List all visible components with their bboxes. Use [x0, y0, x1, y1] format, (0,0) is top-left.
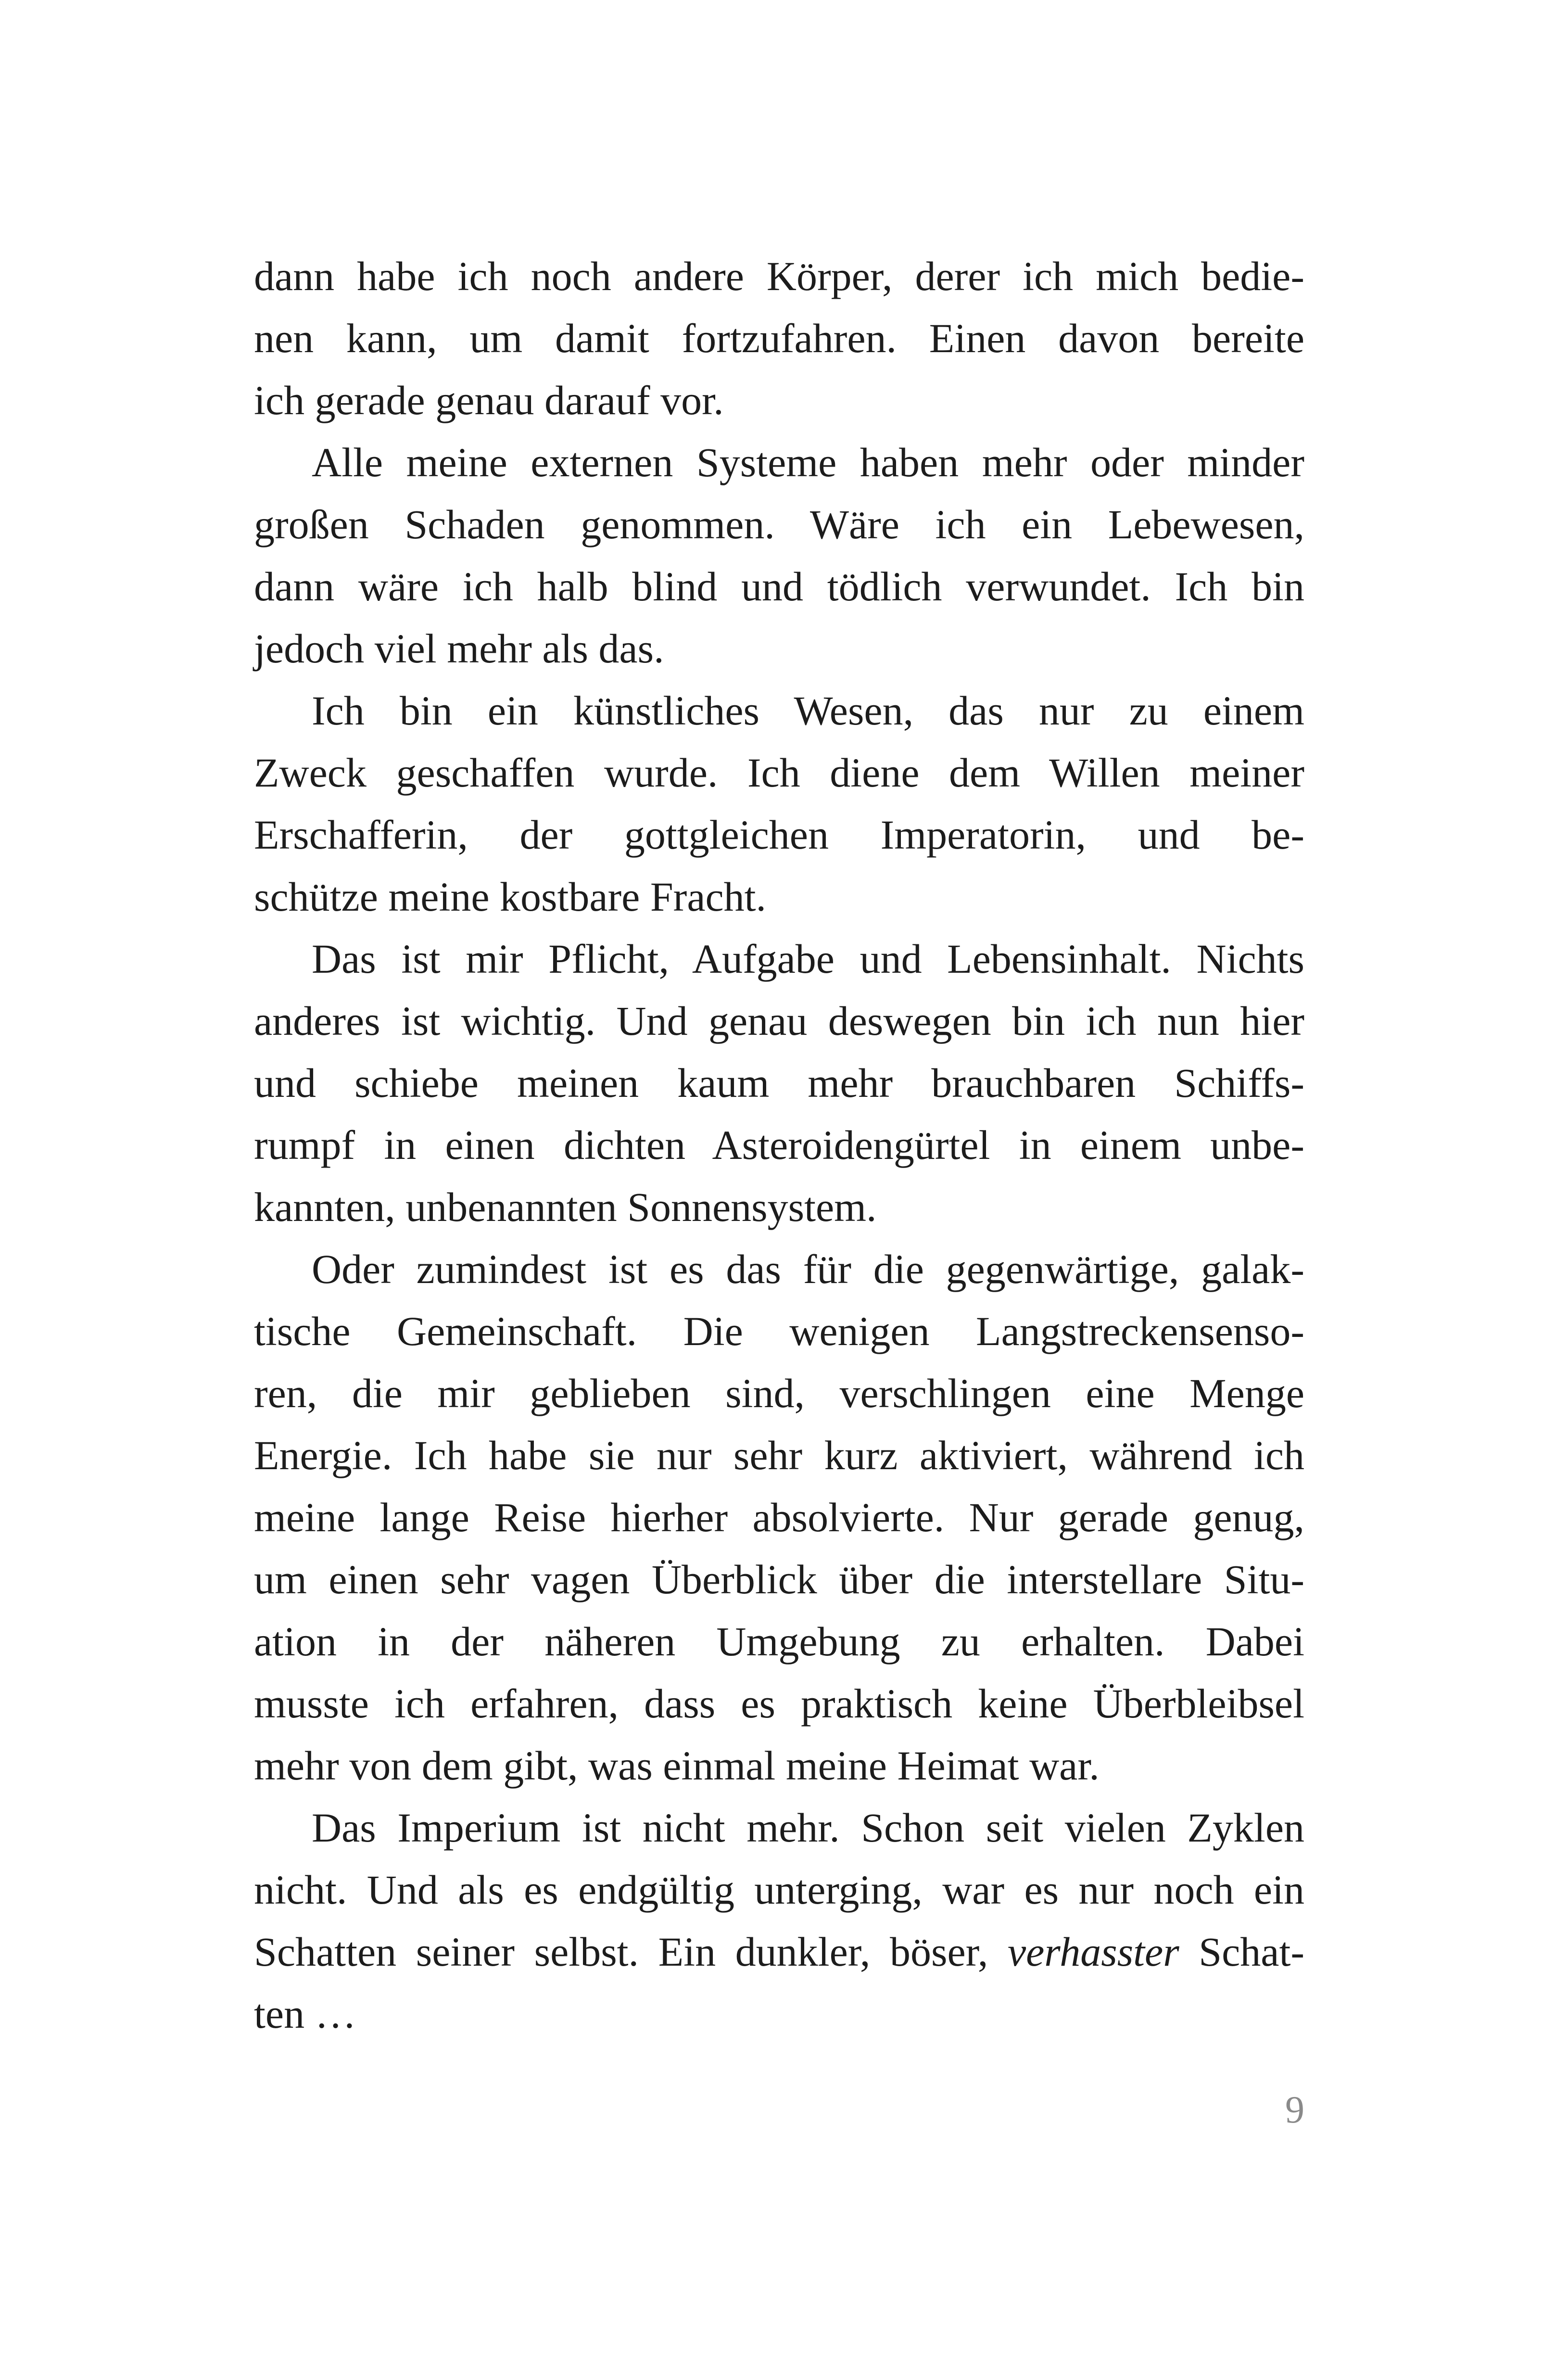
paragraph: [254, 1238, 1304, 1797]
text-line: Oder zumindest ist es das für die gegenwärtige, galak-: [312, 1246, 1304, 1292]
text-segment: Schat-: [1179, 1929, 1305, 1975]
text-line: großen Schaden genommen. Wäre ich ein Lebewesen,: [254, 501, 1304, 547]
text-line: anderes ist wichtig. Und genau deswegen bin ich nun hier: [254, 998, 1304, 1044]
text-line: Erschafferin, der gottgleichen Imperatorin, und be-: [254, 812, 1304, 858]
text-line: Das Imperium ist nicht mehr. Schon seit vielen Zyklen: [312, 1805, 1304, 1851]
paragraph: [254, 680, 1304, 928]
paragraph: [254, 1797, 1304, 2045]
text-line: ren, die mir geblieben sind, verschlingen eine Menge: [254, 1370, 1304, 1416]
body-text: [254, 245, 1304, 2045]
text-line: mehr von dem gibt, was einmal meine Heimat war.: [254, 1742, 1100, 1789]
text-line: nen kann, um damit fortzufahren. Einen davon bereite: [254, 315, 1304, 361]
emphasized-word: verhasster: [1007, 1929, 1179, 1975]
text-segment: Schatten seiner selbst. Ein dunkler, böser,: [254, 1929, 1008, 1975]
text-line: ich gerade genau darauf vor.: [254, 377, 724, 423]
text-line: tische Gemeinschaft. Die wenigen Langstreckensenso-: [254, 1308, 1304, 1354]
text-line: Zweck geschaffen wurde. Ich diene dem Willen meiner: [254, 750, 1304, 796]
text-line: kannten, unbenannten Sonnensystem.: [254, 1184, 877, 1230]
text-line-with-emphasis: [254, 1921, 1304, 1983]
text-line: Das ist mir Pflicht, Aufgabe und Lebensinhalt. Nichts: [312, 936, 1304, 982]
text-line: dann wäre ich halb blind und tödlich verwundet. Ich bin: [254, 563, 1304, 610]
text-line: rumpf in einen dichten Asteroidengürtel in einem unbe-: [254, 1122, 1304, 1168]
paragraph: [254, 432, 1304, 680]
text-line: und schiebe meinen kaum mehr brauchbaren Schiffs-: [254, 1060, 1304, 1106]
paragraph: [254, 928, 1304, 1238]
text-line: ation in der näheren Umgebung zu erhalten. Dabei: [254, 1618, 1304, 1665]
text-line: dann habe ich noch andere Körper, derer ich mich bedie-: [254, 253, 1304, 299]
page-number: 9: [1285, 2089, 1304, 2131]
text-line: Energie. Ich habe sie nur sehr kurz aktiviert, während ich: [254, 1432, 1304, 1478]
text-line: jedoch viel mehr als das.: [254, 625, 664, 672]
text-line: um einen sehr vagen Überblick über die interstellare Situ-: [254, 1556, 1304, 1602]
paragraph: [254, 245, 1304, 432]
text-line: Alle meine externen Systeme haben mehr oder minder: [312, 439, 1304, 485]
text-line: nicht. Und als es endgültig unterging, war es nur noch ein: [254, 1867, 1304, 1913]
text-line: musste ich erfahren, dass es praktisch keine Überbleibsel: [254, 1680, 1304, 1727]
text-line: Ich bin ein künstliches Wesen, das nur zu einem: [312, 687, 1304, 734]
text-line: ten …: [254, 1991, 356, 2037]
text-line: meine lange Reise hierher absolvierte. Nur gerade genug,: [254, 1494, 1304, 1540]
text-line: schütze meine kostbare Fracht.: [254, 874, 767, 920]
